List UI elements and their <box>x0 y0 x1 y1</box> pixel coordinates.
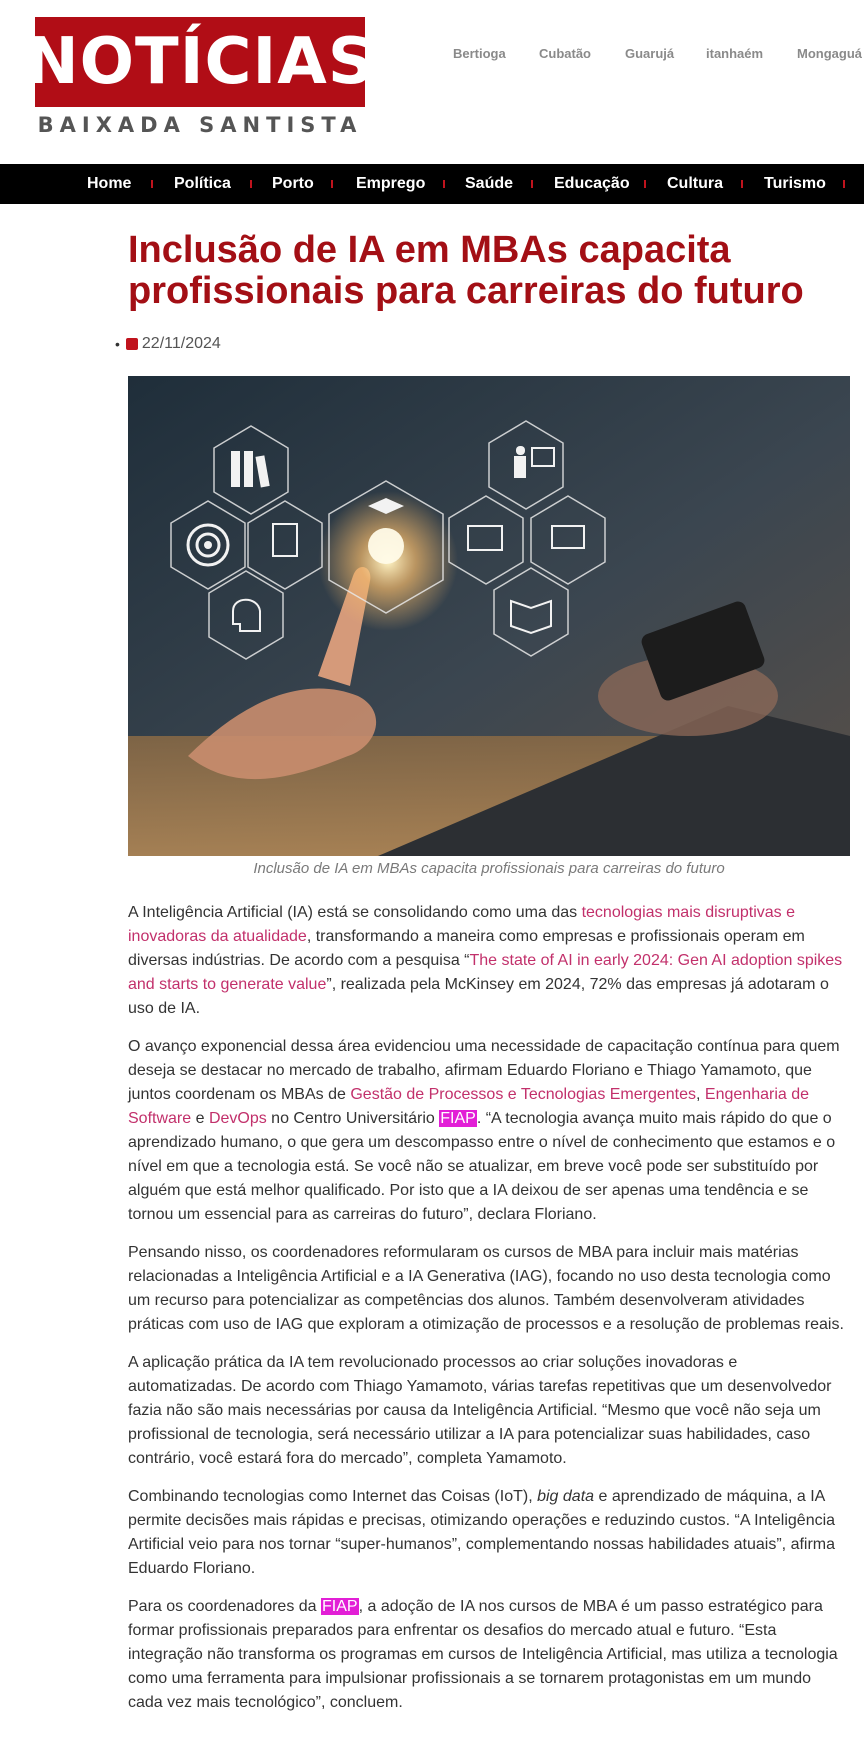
calendar-icon <box>126 338 138 350</box>
ai-education-illustration <box>128 376 850 856</box>
nav-separator <box>644 180 646 188</box>
article <box>115 204 850 1715</box>
city-link-guaruja[interactable]: Guarujá <box>625 46 675 61</box>
article-paragraph-1 <box>128 901 850 1021</box>
link-mckinsey-report[interactable]: The state of AI in early 2024: Gen AI adoption spikes and starts to generate value <box>128 952 843 993</box>
highlight-fiap: FIAP <box>440 1110 476 1127</box>
article-date: 22/11/2024 <box>141 335 221 352</box>
nav-item-saude[interactable]: Saúde <box>465 175 514 192</box>
article-meta <box>115 334 850 354</box>
paragraph-text: Para os coordenadores da <box>128 1598 322 1615</box>
article-image <box>128 376 850 856</box>
link-mba-engenharia-software[interactable]: Engenharia de Software <box>128 1086 810 1127</box>
meta-bullet: • <box>115 336 120 352</box>
nav-separator <box>250 180 252 188</box>
nav-separator <box>331 180 333 188</box>
city-link-cubatao[interactable]: Cubatão <box>539 46 591 61</box>
paragraph-text: , <box>696 1086 705 1103</box>
nav-item-emprego[interactable]: Emprego <box>356 175 426 192</box>
nav-separator <box>741 180 743 188</box>
link-mba-gestao-processos[interactable]: Gestão de Processos e Tecnologias Emergentes <box>350 1086 697 1103</box>
logo-subtitle: BAIXADA SANTISTA <box>37 113 363 137</box>
site-logo[interactable] <box>25 17 375 137</box>
article-paragraph-4: A aplicação prática da IA tem revolucionado processos ao criar soluções inovadoras e automatizadas. De acordo com Thiago Yamamoto, várias tarefas repetitivas que um desenvolvedor fazia não são mais necessárias por causa da Inteligência Artificial. “Mesmo que você não seja um profissional de tecnologia, será necessário utilizar a IA para potencializar suas habilidades, caso contrário, você estará fora do mercado”, completa Yamamoto. <box>128 1354 832 1467</box>
paragraph-text: e <box>191 1110 209 1127</box>
nav-item-home[interactable]: Home <box>87 175 132 192</box>
site-header <box>0 0 864 164</box>
article-paragraph-5 <box>128 1485 850 1581</box>
paragraph-text: . “A tecnologia avança muito mais rápido do que o aprendizado humano, o que gera um descompasso entre o nível de conhecimento que estamos e o nível em que a tecnologia está. Se você não se atualizar, em breve você pode ser substituído por alguém que está melhor qualificado. Por isto que a IA deixou de ser apenas uma tendência e se tornou um essencial para as carreiras do futuro”, declara Floriano. <box>128 1110 836 1223</box>
logo-title: NOTÍCIAS <box>35 17 365 107</box>
highlight-fiap: FIAP <box>322 1598 358 1615</box>
nav-separator <box>843 180 845 188</box>
nav-item-politica[interactable]: Política <box>174 175 231 192</box>
paragraph-text: no Centro Universitário <box>266 1110 440 1127</box>
city-link-bertioga[interactable]: Bertioga <box>453 46 506 61</box>
paragraph-text: Combinando tecnologias como Internet das Coisas (IoT), <box>128 1488 538 1505</box>
article-paragraph-3: Pensando nisso, os coordenadores reformularam os cursos de MBA para incluir mais matérias relacionadas a Inteligência Artificial e a IA Generativa (IAG), focando no uso desta tecnologia como um recurso para potencializar as competências dos alunos. Também desenvolveram atividades práticas com uso de IAG que exploram a otimização de processos e a resolução de problemas reais. <box>128 1244 844 1333</box>
article-title: Inclusão de IA em MBAs capacita profissionais para carreiras do futuro <box>128 229 804 312</box>
nav-item-educacao[interactable]: Educação <box>554 175 630 192</box>
city-link-itanhaem[interactable]: itanhaém <box>706 46 764 61</box>
emphasis-text: big data <box>537 1488 595 1505</box>
nav-item-turismo[interactable]: Turismo <box>764 175 826 192</box>
paragraph-text: O avanço exponencial dessa área evidenciou uma necessidade de capacitação contínua para quem deseja se destacar no mercado de trabalho, afirmam Eduardo Floriano e Thiago Yamamoto, que juntos coordenam os MBAs de <box>128 1038 840 1103</box>
nav-item-porto[interactable]: Porto <box>272 175 314 192</box>
article-paragraph-6 <box>128 1595 850 1715</box>
paragraph-text: ”, realizada pela McKinsey em 2024, 72% das empresas já adotaram o uso de IA. <box>128 976 829 1017</box>
nav-separator <box>151 180 153 188</box>
nav-item-cultura[interactable]: Cultura <box>667 175 723 192</box>
paragraph-text: e aprendizado de máquina, a IA permite decisões mais rápidas e precisas, otimizando operações e reduzindo custos. “A Inteligência Artificial veio para nos tornar “super-humanos”, complementando nossas habilidades atuais”, afirma Eduardo Floriano. <box>128 1488 836 1577</box>
nav-separator <box>531 180 533 188</box>
main-nav <box>0 164 864 204</box>
link-tecnologias-disruptivas[interactable]: tecnologias mais disruptivas e inovadoras da atualidade <box>128 904 796 945</box>
paragraph-text: A Inteligência Artificial (IA) está se consolidando como uma das <box>128 904 582 921</box>
paragraph-text: , transformando a maneira como empresas e profissionais operam em diversas indústrias. De acordo com a pesquisa “ <box>128 928 805 969</box>
paragraph-text: , a adoção de IA nos cursos de MBA é um passo estratégico para formar profissionais preparados para enfrentar os desafios do mercado atual e futuro. “Esta integração não transforma os programas em cursos de Inteligência Artificial, mas utiliza a tecnologia como uma ferramenta para impulsionar profissionais a se tornarem protagonistas em um mundo cada vez mais tecnológico”, concluem. <box>128 1598 838 1711</box>
link-mba-devops[interactable]: DevOps <box>208 1110 267 1127</box>
city-link-mongagua[interactable]: Mongaguá <box>797 46 862 61</box>
nav-separator <box>443 180 445 188</box>
article-paragraph-2 <box>128 1035 850 1227</box>
image-caption: Inclusão de IA em MBAs capacita profissionais para carreiras do futuro <box>253 860 725 877</box>
